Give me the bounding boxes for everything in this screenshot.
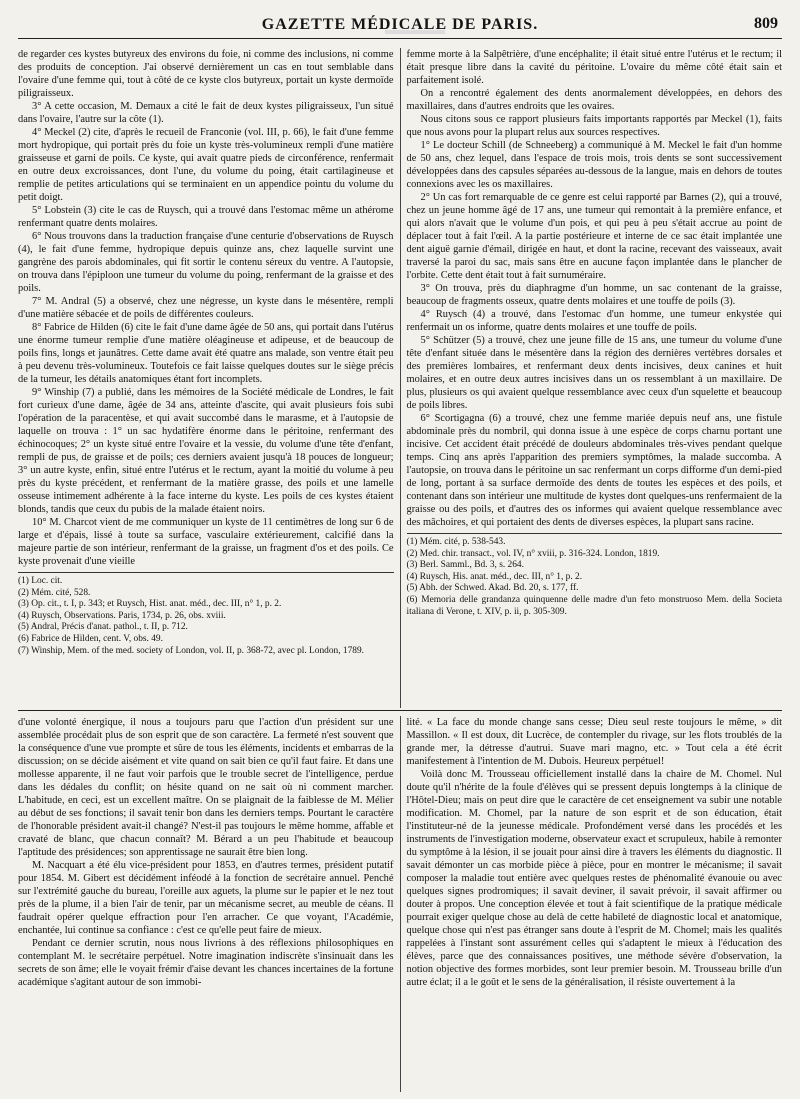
paragraph: 8° Fabrice de Hilden (6) cite le fait d'une dame âgée de 50 ans, qui portait dans l'utérus une énorme tumeur remplie d'une matière oléagineuse et adipeuse, et de beaucoup de poils fins, longs et jaunâtres. Cette dame avait été quatre ans malade, son ventre était peu à peu devenu très-volumineux. Toutefois ce fait laisse quelques doutes sur le siège précis de la tumeur, les détails anatomiques étant fort incomplets. (18, 322, 394, 385)
paragraph: 1° Le docteur Schill (de Schneeberg) a communiqué à M. Meckel le fait d'un homme de 50 ans, chez lequel, dans l'espace de trois mois, trois dents se sont successivement développées dans des capsules séparées au-dessous de la langue, mais en dehors de toutes connexions avec les os maxillaires. (406, 140, 782, 190)
paragraph: femme morte à la Salpêtrière, d'une encéphalite; il était situé entre l'utérus et le rectum; il était presque libre dans la cavité du péritoine. L'ovaire du même côté était sain et parfaitement isolé. (406, 49, 782, 86)
paragraph: Voilà donc M. Trousseau officiellement installé dans la chaire de M. Chomel. Nul doute qu'il n'hérite de la foule d'élèves qui se pressent depuis longtemps à la clinique de l'Hôtel-Dieu; mais on peut dire que le caractère de cet enseignement va subir une notable modification. M. Chomel, par la nature de son esprit et de son éducation, était l'instituteur-né de la jeunesse médicale. Profondément versé dans les procédés et les instruments de l'investigation moderne, observateur exact et scrupuleux, habile à remonter du symptôme à la lésion, il se jouait pour ainsi dire à travers les éléments du diagnostic. Il savait démonter un cas morbide pièce à pièce, pour en montrer le mécanisme; il savait composer la maladie tout entière avec quelques restes de phénomalité évanouie ou avec quelques signes prodromiques; il savait deviner, il savait prévoir, il savait affirmer ou douter à propos. Une conception élevée et tout à fait scientifique de la pratique médicale pourrait exiger quelque chose au delà de cette habileté de diagnostic local et anatomique, quelque chose qui n'est pas étranger sans doute à l'esprit de M. Chomel; mais les qualités rappelées à l'instant sont assurément celles qui s'adaptent le mieux à l'éducation des élèves, parce que des connaissances positives, une méthode sévère d'observation, la notion objective des formes morbides, sont leur premier besoin. M. Trousseau brille d'un autre éclat; il a le goût et le sens de la généralisation, il résiste ouvertement à la (406, 769, 782, 988)
footnotes (407, 533, 783, 618)
footnotes (18, 572, 394, 657)
paragraph: Pendant ce dernier scrutin, nous nous livrions à des réflexions philosophiques en contemplant M. le secrétaire perpétuel. Notre imagination indiscrète s'insinuait dans les secrets de son âme; elle le voyait frémir d'aise devant les chances incertaines de la fortune académique s'agitant autour de son immobi- (18, 938, 394, 988)
paragraph: On a rencontré également des dents anormalement développées, en dehors des maxillaires, dans d'autres endroits que les ovaires. (406, 88, 782, 112)
masthead (18, 14, 782, 39)
section-divider (18, 710, 782, 711)
paragraph: de regarder ces kystes butyreux des environs du foie, ni comme des inclusions, ni comme des produits de conception. J'ai observé dernièrement un cas en tout semblable dans l'ovaire d'une femme qui, tout à côté de ce kyste clos butyreux, portait un kyste dermoïde piligraisseux. (18, 49, 394, 99)
feuilleton-right-column (401, 716, 783, 1092)
paragraph: 3° On trouva, près du diaphragme d'un homme, un sac contenant de la graisse, beaucoup de fragments osseux, quatre dents molaires et une touffe de poils (3). (406, 283, 782, 307)
footnote: (2) Mém. cité, 528. (18, 587, 91, 598)
footnote: (1) Loc. cit. (18, 576, 63, 586)
feuilleton-columns (18, 716, 782, 1092)
footnote: (1) Mém. cité, p. 538-543. (406, 537, 506, 547)
footnote: (4) Ruysch, Observations. Paris, 1734, p. 26, obs. xviii. (18, 610, 226, 621)
paragraph: Nous citons sous ce rapport plusieurs faits importants rapportés par Meckel (1), faits que nous avons pour la plupart relus aux sources respectives. (406, 114, 782, 138)
footnote: (2) Med. chir. transact., vol. IV, n° xviii, p. 316-324. London, 1819. (406, 548, 660, 559)
footnote: (6) Fabrice de Hilden, cent. V, obs. 49. (18, 633, 163, 644)
footnote: (3) Op. cit., t. I, p. 343; et Ruysch, Hist. anat. méd., dec. III, n° 1, p. 2. (18, 599, 282, 610)
paragraph: 4° Meckel (2) cite, d'après le recueil de Franconie (vol. III, p. 66), le fait d'une femme mort hydropique, qui portait près du foie un kyste très-volumineux rempli d'une matière graisseuse et garni de poils. Ce kyste, qui avait quatre pieds de circonférence, renfermait en outre deux excroissances, dont l'une, du volume du poing, était cartilagineuse et remplie de petites articulations qui se terminaient en un appendice pointu du volume du petit doigt. (18, 127, 394, 203)
paragraph: 3° A cette occasion, M. Demaux a cité le fait de deux kystes piligraisseux, l'un situé dans l'ovaire, l'autre sur la côte (1). (18, 101, 394, 125)
footnote: (5) Andral, Précis d'anat. pathol., t. II, p. 712. (18, 622, 188, 633)
paragraph: 6° Scortigagna (6) a trouvé, chez une femme mariée depuis neuf ans, une fistule abdominale près du nombril, qui donna issue à une espèce de corps charnu portant une incisive. Cet accident était précédé de douleurs abdominales très-vives pendant quelque temps. Cinq ans après l'apparition des premiers symptômes, la malade succomba. A l'autopsie, on trouva dans le péritoine un sac renfermant un corps difforme d'un demi-pied de long, portant à sa surface dermoïde des dents de toutes les espèces et des poils, et contenant dans son intérieur une multitude de kystes dont quelques-uns renfermaient de la graisse ou des poils, et d'autres des os informes qui avaient quelque ressemblance avec des mâchoires, et qui portaient des dents de diverses espèces, la plupart sans racine. (406, 413, 782, 528)
footnote: (4) Ruysch, His. anat. méd., dec. III, n° 1, p. 2. (406, 571, 583, 582)
page-number: 809 (754, 15, 778, 32)
footnote: (3) Berl. Samml., Bd. 3, s. 264. (406, 560, 524, 571)
paragraph: 5° Schützer (5) a trouvé, chez une jeune fille de 15 ans, une tumeur du volume d'une tête d'enfant située dans le mésentère dans la région des dernières vertèbres dorsales et des premières lombaires, et renfermant deux dents incisives, deux canines et huit molaires, et en outre deux autres incisives dans un os ressemblant à un maxillaire. De plus, plusieurs os qui avaient quelque ressemblance avec ceux d'un squelette et beaucoup de poils libres. (406, 335, 782, 411)
left-column (18, 48, 401, 708)
journal-title: GAZETTE MÉDICALE DE PARIS. (261, 16, 539, 33)
paragraph: 4° Ruysch (4) a trouvé, dans l'estomac d'un homme, une tumeur enkystée qui renfermait un os informe, quatre dents molaires et une touffe de poils. (406, 309, 782, 333)
paragraph: d'une volonté énergique, il nous a toujours paru que l'action d'un président sur une assemblée procédait plus de son esprit que de son caractère. La fermeté n'est souvent que la conséquence d'une vue prompte et sûre de tous les éléments, incidents et embarras de la discussion; on se décide aisément et vite quand on sait bien ce qu'il faut faire. Et dans une mollesse apparente, il ne faut voir parfois que le trouble secret de l'intelligence, perdue dans les dédales du conflit; on hésite quand on ne sait où ni comment marcher. L'habitude, en ceci, est un excellent maître. On se plaignait de la faiblesse de M. Mélier au début de ses fonctions; il savait tenir bon dans les derniers temps. Pourtant le caractère de l'honorable président avait-il changé? N'est-il pas toujours le même homme, affable et cravaté de blanc, que chacun connaît? M. Bérard a un peu l'habitude et beaucoup l'aptitude des présidences; son apprentissage ne saurait être bien long. (18, 717, 394, 858)
footnote: (7) Winship, Mem. of the med. society of London, vol. II, p. 368-72, avec pl. London, 1789. (18, 645, 365, 656)
paragraph: 5° Lobstein (3) cite le cas de Ruysch, qui a trouvé dans l'estomac même un athérome renfermant quatre dents molaires. (18, 205, 394, 229)
footnote: (5) Abh. der Schwed. Akad. Bd. 20, s. 177, ff. (406, 583, 579, 594)
feuilleton-left-column (18, 716, 401, 1092)
right-column (401, 48, 783, 708)
paragraph: M. Nacquart a été élu vice-président pour 1853, en d'autres termes, président putatif pour 1854. M. Gibert est décidément inféodé à la fonction de secrétaire annuel. Penché sur l'extrémité gauche du bureau, l'oreille aux aguets, la plume sur le papier et le nez tout près de la plume, il a bien l'air de tenir, par un mécanisme secret, au meuble de céans. Il faudrait opérer quelque effraction pour l'en arracher. Ce que voyant, l'Académie, enchantée, lui continue sa confiance : c'est ce qu'elle peut faire de mieux. (18, 860, 394, 936)
paragraph: 7° M. Andral (5) a observé, chez une négresse, un kyste dans le mésentère, rempli d'une matière sébacée et de poils de différentes couleurs. (18, 296, 394, 320)
footnote: (6) Memoria delle grandanza quinquenne delle madre d'un feto monstruoso Mem. della Societa italiana di Verone, t. XIV, p. ii, p. 305-309. (406, 594, 782, 617)
paragraph: 2° Un cas fort remarquable de ce genre est celui rapporté par Barnes (2), qui a trouvé, chez un jeune homme âgé de 17 ans, une tumeur qui remontait à la première enfance, et qui alors n'avait que le volume d'un pois, et qui peu à peu s'était accrue au point de déplacer tout à fait l'œil. A la partie postérieure et interne de ce sac était implantée une dent aiguë garnie d'émail, dirigée en haut, et dont la racine, recevant des vaisseaux, avait traversé la paroi du sac, mais sans être en aucune façon implantée dans le plancher de l'orbite. Cette dent était tout à fait surnuméraire. (406, 192, 782, 281)
article-columns (18, 48, 782, 708)
paragraph: 9° Winship (7) a publié, dans les mémoires de la Société médicale de Londres, le fait fort curieux d'une dame, âgée de 34 ans, atteinte d'ascite, qui avait plusieurs fois subi l'opération de la paracentèse, et qui avait succombé dans le marasme, et à l'autopsie de laquelle on trouva : 1° un sac hydatifère énorme dans le péritoine, renfermant des échinocoques; 2° un kyste situé entre l'ovaire et la vessie, du volume d'une tête d'enfant, rempli de pus, de graisse et de poils; ces derniers avaient jusqu'à 18 pouces de longueur; 3° un autre kyste, enfin, situé entre l'utérus et le rectum, ayant la moitié du volume à peu près du kyste précédent, et renfermant de la matière grasse, des poils et une lamelle osseuse intimement adhérente à la face interne du kyste. Les poils de ces kystes étaient blonds, tandis que ceux du pubis de la malade étaient noirs. (18, 387, 394, 515)
paragraph: 10° M. Charcot vient de me communiquer un kyste de 11 centimètres de long sur 6 de large et d'épais, lissé à toute sa surface, vasculaire extérieurement, calcifié dans la majeure partie de son intérieur, renfermant de la graisse, un fragment d'os et des poils. Ce kyste provenait d'une vieille (18, 517, 394, 567)
paragraph: lité. « La face du monde change sans cesse; Dieu seul reste toujours le même, » dit Massillon. « Il est doux, dit Lucrèce, de contempler du rivage, sur les flots troublés de la grande mer, la détresse d'autrui. Suave mari magno, etc. » Tout cela a été écrit manifestement à l'intention de M. Dubois. Heureux perpétuel! (406, 717, 782, 767)
paragraph: 6° Nous trouvons dans la traduction française d'une centurie d'observations de Ruysch (4), le fait d'une femme, hydropique depuis quinze ans, chez laquelle survint une gangrène des parois abdominales, qui fit sortir le contenu séreux du ventre. A l'autopsie, on trouva dans l'épiploon une tumeur du volume du poing, renfermant de la graisse et des poils. (18, 231, 394, 294)
